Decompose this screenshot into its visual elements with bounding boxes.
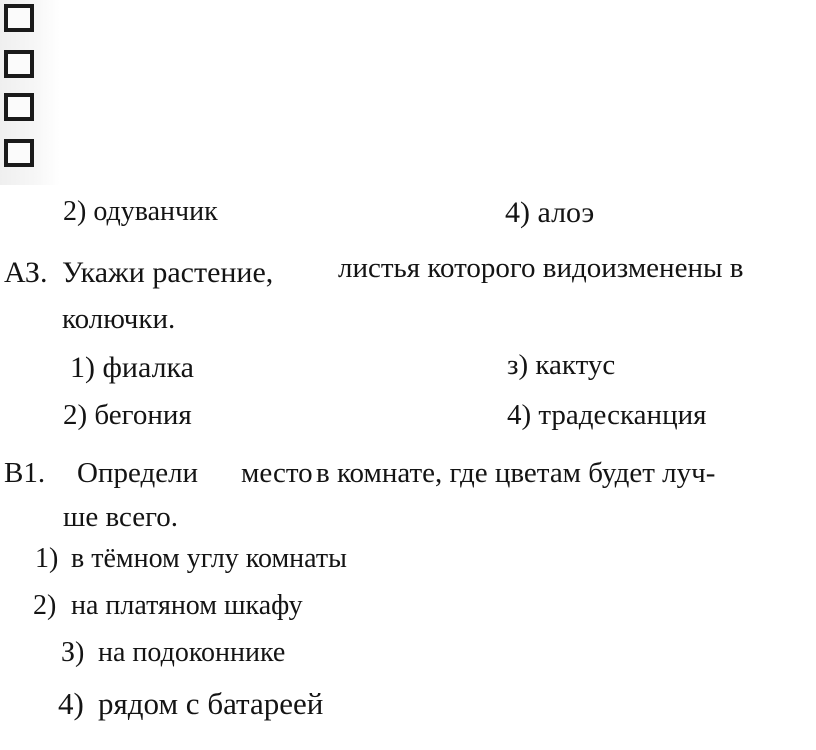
question-b1-text-part1: Определи — [77, 457, 199, 489]
answer-checkbox-1[interactable] — [4, 4, 34, 32]
question-b1-text-part3: в комнате, где цветам будет луч- — [316, 457, 716, 489]
a3-option-1: 1) фиалка — [70, 351, 194, 384]
prev-option-4: 4) алоэ — [505, 196, 595, 229]
answer-checkbox-4[interactable] — [4, 139, 34, 167]
answer-checkbox-2[interactable] — [4, 50, 34, 78]
b1-option-2-text: на платяном шкафу — [71, 590, 303, 621]
question-a3-text-part2: листья которого видоизменены в — [338, 252, 744, 284]
question-a3-text-part1: Укажи растение, — [62, 256, 274, 289]
checkbox-strip — [0, 0, 60, 185]
a3-option-2: 2) бегония — [63, 399, 192, 431]
b1-option-3-number: З) — [61, 637, 85, 668]
b1-option-2-number: 2) — [33, 590, 57, 621]
prev-option-2: 2) одуванчик — [63, 196, 218, 227]
b1-option-1-number: 1) — [35, 543, 59, 574]
question-b1-text-part4: ше всего. — [63, 501, 178, 533]
question-a3-text-part3: колючки. — [62, 303, 176, 335]
question-b1-text-part2: место — [241, 457, 313, 489]
a3-option-4: 4) традесканция — [507, 399, 707, 431]
answer-checkbox-3[interactable] — [4, 93, 34, 121]
b1-option-4-number: 4) — [58, 686, 84, 721]
b1-option-3-text: на подоконнике — [98, 637, 286, 668]
b1-option-1-text: в тёмном углу комнаты — [71, 543, 347, 574]
b1-option-4-text: рядом с батареей — [98, 686, 324, 721]
a3-option-3: з) кактус — [507, 349, 616, 381]
question-a3-label: АЗ. — [4, 256, 48, 289]
question-b1-label: В1. — [4, 457, 46, 489]
